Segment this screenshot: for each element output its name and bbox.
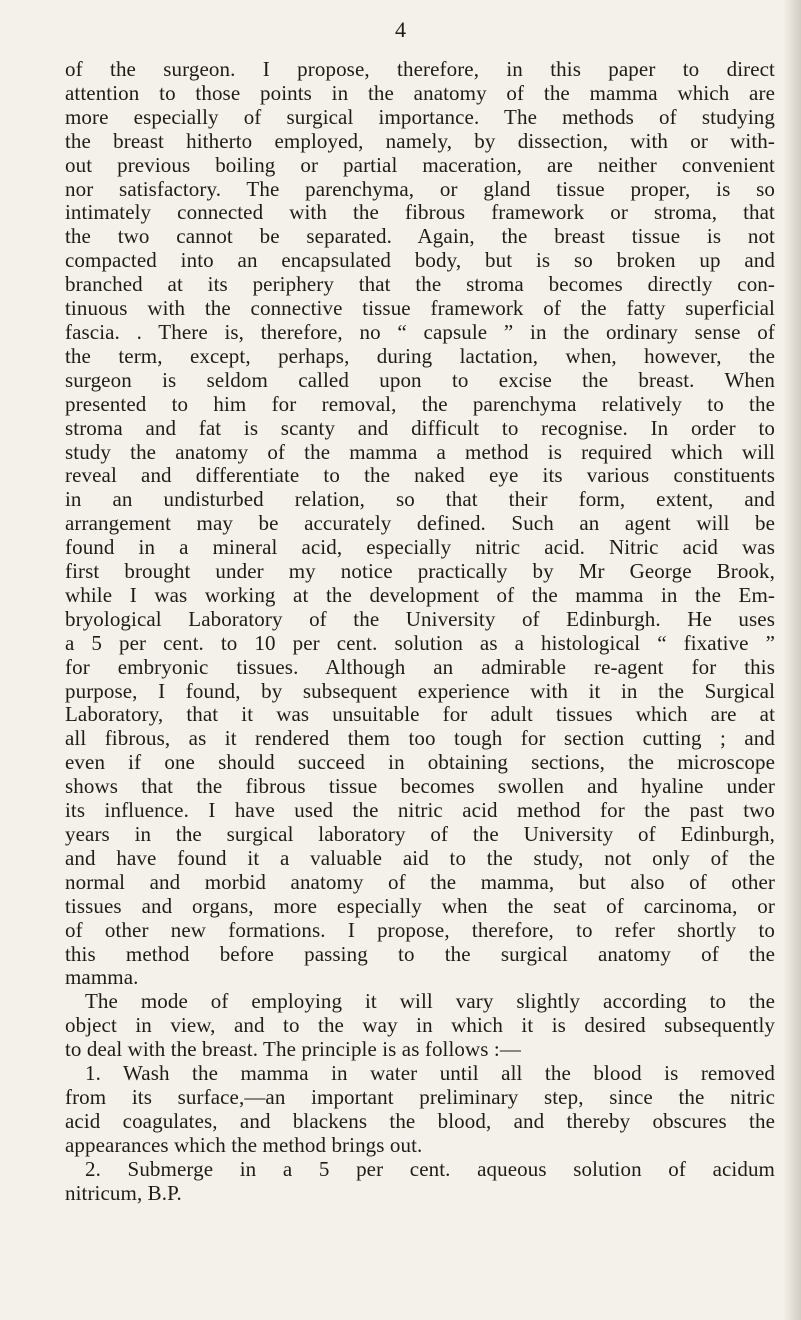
text-line: from its surface,—an important preliminary step, since the nitric (65, 1085, 775, 1109)
text-line: arrangement may be accurately defined. Such an agent will be (65, 512, 775, 536)
text-line: normal and morbid anatomy of the mamma, but also of other (65, 870, 775, 894)
text-line: reveal and differentiate to the naked eye its various constituents (65, 464, 775, 488)
text-line: compacted into an encapsulated body, but is so broken up and (65, 249, 775, 273)
text-line: fascia. . There is, therefore, no “ capsule ” in the ordinary sense of (65, 320, 775, 344)
text-line: mamma. (65, 966, 139, 990)
text-line: nitricum, B.P. (65, 1181, 182, 1205)
text-line: of other new formations. I propose, therefore, to refer shortly to (65, 918, 775, 942)
page-edge-shadow (783, 0, 801, 1320)
text-line: study the anatomy of the mamma a method is required which will (65, 440, 775, 464)
text-line: the term, except, perhaps, during lactation, when, however, the (65, 344, 775, 368)
text-line: all fibrous, as it rendered them too tough for section cutting ; and (65, 727, 775, 751)
text-line: more especially of surgical importance. The methods of studying (65, 105, 775, 129)
text-line: shows that the fibrous tissue becomes swollen and hyaline under (65, 775, 775, 799)
text-line: found in a mineral acid, especially nitric acid. Nitric acid was (65, 536, 775, 560)
text-line: this method before passing to the surgical anatomy of the (65, 942, 775, 966)
page-number: 4 (395, 17, 406, 42)
text-line: in an undisturbed relation, so that their form, extent, and (65, 488, 775, 512)
text-line: attention to those points in the anatomy of the mamma which are (65, 81, 775, 105)
text-line: Laboratory, that it was unsuitable for adult tissues which are at (65, 703, 775, 727)
text-line: the two cannot be separated. Again, the breast tissue is not (65, 225, 775, 249)
text-line: a 5 per cent. to 10 per cent. solution as a histological “ fixative ” (65, 631, 775, 655)
text-line: acid coagulates, and blackens the blood, and thereby obscures the (65, 1109, 775, 1133)
text-line: purpose, I found, by subsequent experience with it in the Surgical (65, 679, 775, 703)
text-line: years in the surgical laboratory of the University of Edinburgh, (65, 823, 775, 846)
text-line: first brought under my notice practically by Mr George Brook, (65, 560, 775, 584)
text-line: of the surgeon. I propose, therefore, in this paper to direct (65, 58, 775, 81)
text-line: object in view, and to the way in which it is desired subsequently (65, 1014, 775, 1038)
text-line: its influence. I have used the nitric acid method for the past two (65, 799, 775, 823)
text-line: stroma and fat is scanty and difficult to recognise. In order to (65, 416, 775, 440)
text-line: appearances which the method brings out. (65, 1133, 423, 1157)
text-line: nor satisfactory. The parenchyma, or gland tissue proper, is so (65, 177, 775, 201)
text-line: branched at its periphery that the stroma becomes directly con- (65, 273, 775, 297)
text-line: and have found it a valuable aid to the study, not only of the (65, 846, 775, 870)
text-line: out previous boiling or partial maceration, are neither convenient (65, 153, 775, 177)
text-line: 1. Wash the mamma in water until all the blood is removed (85, 1062, 775, 1086)
text-line: The mode of employing it will vary slightly according to the (85, 990, 775, 1014)
text-line: intimately connected with the fibrous framework or stroma, that (65, 201, 775, 225)
text-line: presented to him for removal, the parenchyma relatively to the (65, 392, 775, 416)
text-line: even if one should succeed in obtaining sections, the microscope (65, 751, 775, 775)
text-line: 2. Submerge in a 5 per cent. aqueous solution of acidum (85, 1157, 775, 1181)
body-text (65, 58, 775, 1206)
text-line: for embryonic tissues. Although an admirable re-agent for this (65, 655, 775, 679)
text-line: tinuous with the connective tissue framework of the fatty superficial (65, 297, 775, 321)
text-line: tissues and organs, more especially when the seat of carcinoma, or (65, 894, 775, 918)
text-line: the breast hitherto employed, namely, by dissection, with or with- (65, 129, 775, 153)
text-line: surgeon is seldom called upon to excise the breast. When (65, 368, 775, 392)
text-line: while I was working at the development of the mamma in the Em- (65, 583, 775, 607)
text-line: bryological Laboratory of the University of Edinburgh. He uses (65, 607, 775, 631)
text-line: to deal with the breast. The principle is as follows :— (65, 1038, 521, 1062)
